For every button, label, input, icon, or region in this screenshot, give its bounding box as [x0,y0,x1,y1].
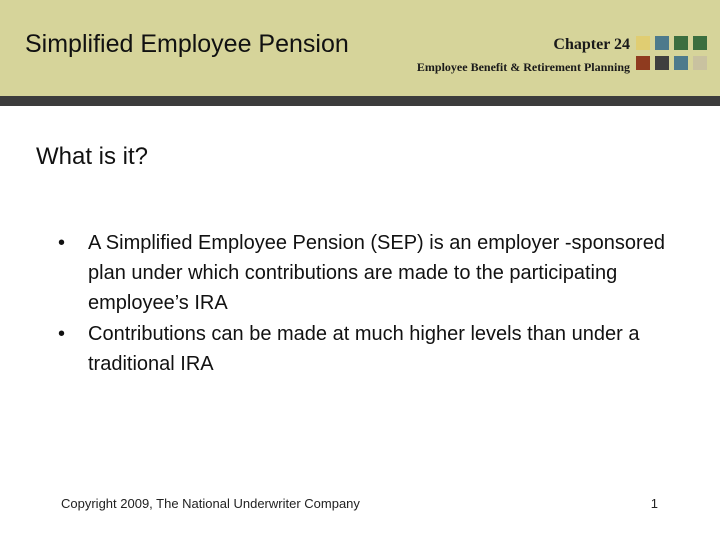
square-3 [674,36,688,50]
bullet-item [58,319,678,379]
bullet-dot: • [58,232,66,254]
square-7 [674,56,688,70]
page-number: 1 [650,496,658,511]
slide-title: Simplified Employee Pension [25,30,349,58]
bullet-text: Contributions can be made at much higher levels than under a traditional IRA [88,323,640,375]
book-subtitle: Employee Benefit & Retirement Planning [416,60,630,74]
section-heading: What is it? [36,143,149,170]
header-divider-bar [0,96,720,106]
copyright-footer: Copyright 2009, The National Underwriter Company [61,496,360,511]
square-6 [655,56,669,70]
square-2 [655,36,669,50]
chapter-label: Chapter 24 [553,36,630,53]
bullet-dot: • [58,323,66,345]
bullet-text: A Simplified Employee Pension (SEP) is an employer -sponsored plan under which contributions are made to the participating employee’s IRA [88,232,665,314]
square-8 [693,56,707,70]
square-1 [636,36,650,50]
slide-header [0,0,720,96]
square-4 [693,36,707,50]
square-5 [636,56,650,70]
bullet-list [58,228,678,379]
decorative-squares [636,36,716,72]
bullet-item [58,228,678,318]
